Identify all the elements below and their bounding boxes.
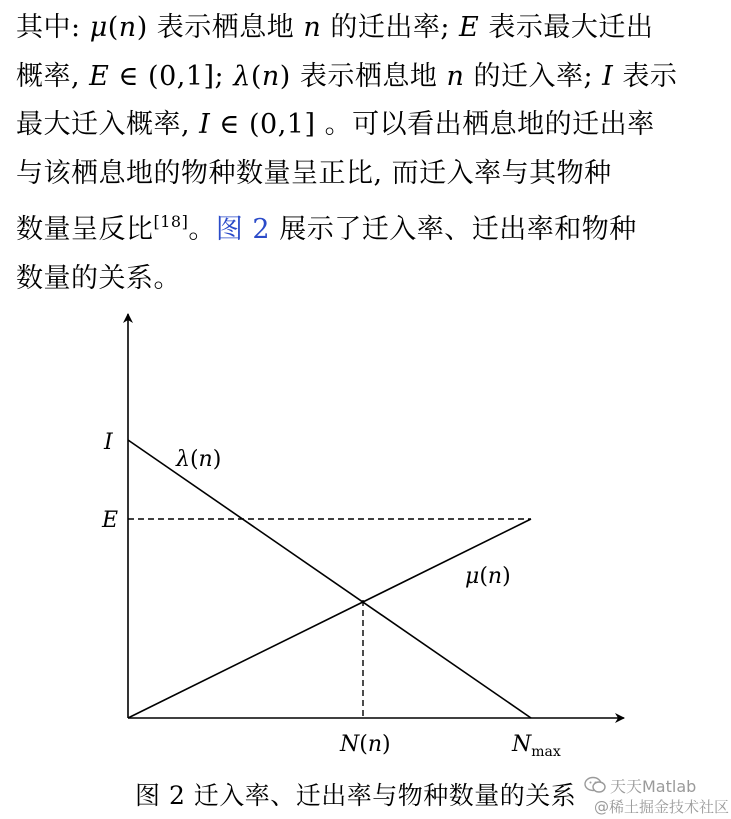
math-n: n xyxy=(118,12,137,43)
text-run: ( xyxy=(107,12,119,43)
paragraph-line-3 xyxy=(16,101,721,150)
math-E: E xyxy=(459,12,480,43)
text-run: ( xyxy=(250,60,262,92)
paragraph-line-5 xyxy=(16,198,721,255)
text-run: 其中: xyxy=(16,12,90,43)
text-run: 表示 xyxy=(613,60,678,92)
paragraph-line-1 xyxy=(16,4,721,53)
label-mu: μ(n) xyxy=(465,564,511,589)
text-run: ) 表示栖息地 xyxy=(136,12,304,43)
watermark-site: @稀土掘金技术社区 xyxy=(594,798,730,816)
figure-caption: 图 2 迁入率、迁出率与物种数量的关系 xyxy=(135,781,577,810)
text-run: 概率, xyxy=(16,60,90,92)
migration-rate-figure xyxy=(0,300,731,780)
math-n: n xyxy=(446,60,465,92)
body-paragraph xyxy=(16,4,721,303)
text-run: ∈ (0,1] 。可以看出栖息地的迁出率 xyxy=(210,109,655,140)
math-I: I xyxy=(199,109,211,140)
text-run: 数量呈反比 xyxy=(16,214,154,245)
label-E: E xyxy=(102,508,119,533)
label-Nmax: $N_{max}$ xyxy=(512,732,561,760)
text-run: 的迁出率; xyxy=(321,12,460,43)
label-Nn: N(n) xyxy=(340,732,391,757)
watermark-brand: 天天Matlab xyxy=(610,777,697,796)
math-E: E xyxy=(89,60,110,92)
paragraph-line-2 xyxy=(16,53,721,102)
text-run: 最大迁入概率, xyxy=(16,109,200,140)
figure-link[interactable]: 图 2 xyxy=(215,214,271,245)
text-run: 。 xyxy=(188,214,216,245)
text-run: ) 表示栖息地 xyxy=(279,60,447,92)
math-lambda: λ xyxy=(233,60,251,92)
math-n: n xyxy=(303,12,322,43)
text-run: 的迁入率; xyxy=(464,60,603,92)
watermark xyxy=(580,774,730,818)
paragraph-line-4: 与该栖息地的物种数量呈正比, 而迁入率与其物种 xyxy=(16,157,612,189)
label-I: I xyxy=(104,430,113,455)
wechat-icon xyxy=(584,776,606,794)
text-run: 表示最大迁出 xyxy=(479,12,654,43)
paragraph-line-6: 数量的关系。 xyxy=(16,262,181,294)
math-mu: μ xyxy=(89,12,108,43)
math-n: n xyxy=(261,60,280,92)
citation-ref[interactable]: [18] xyxy=(153,212,189,231)
math-I: I xyxy=(602,60,614,92)
text-run: 展示了迁入率、迁出率和物种 xyxy=(270,214,637,245)
label-lambda: λ(n) xyxy=(176,447,222,472)
text-run: ∈ (0,1]; xyxy=(109,60,234,92)
mu-line xyxy=(128,519,531,718)
